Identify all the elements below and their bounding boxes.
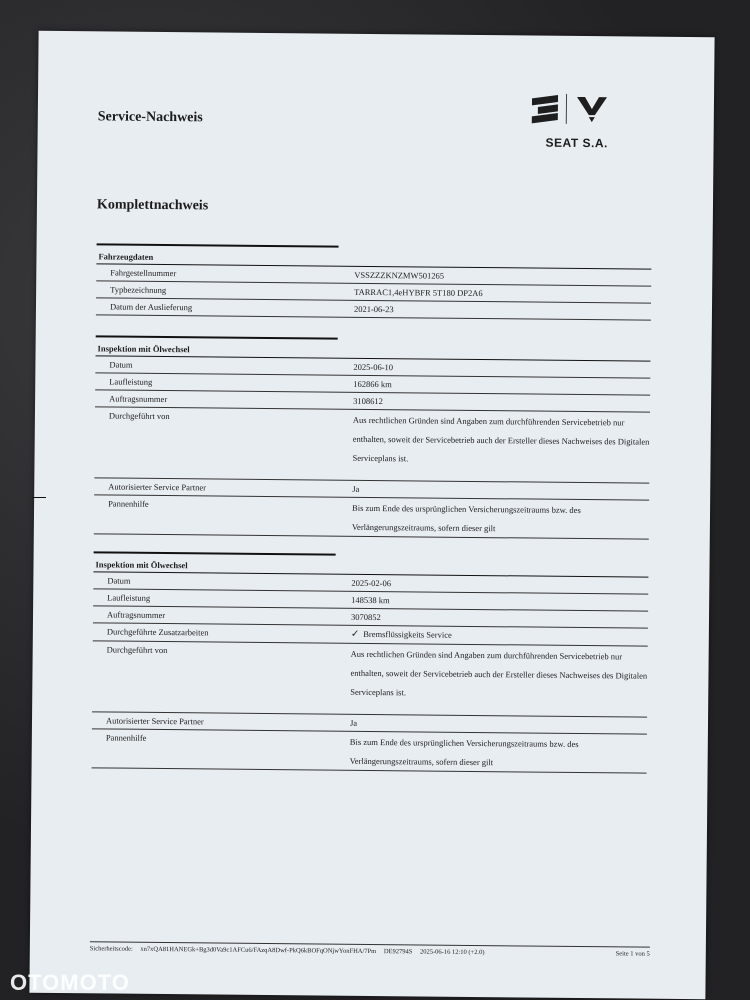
row-label: Datum [107,575,131,586]
logo-row [532,92,642,127]
row-label: Pannenhilfe [105,732,147,743]
row-label: Laufleistung [107,592,151,603]
page-number: Seite 1 von 5 [615,950,650,958]
section-title: Fahrzeugdaten [96,245,651,269]
footer-security [90,945,491,956]
row-label: Durchgeführt von [106,644,168,656]
table-row [92,641,648,717]
row-value: 162866 km [353,378,392,390]
table-row [92,729,647,773]
section-title: Inspektion mit Ölwechsel [96,337,651,361]
footer-code: xn7xQA81HANEGk+Bg3d0Va9c1AFCu6/FAzqA8Dwf-PkQ6kBOFqONjwYonFHA/7Pm [140,945,377,956]
row-label: Pannenhilfe [108,498,149,509]
row-label: Fahrgestellnummer [110,267,177,279]
row-label: Durchgeführt von [108,410,170,422]
row-value [351,626,648,646]
row-value: Bis zum Ende des ursprünglichen Versicherungszeitraums bzw. des Verlängerungszeitraums, sofern dieser gilt [349,736,579,768]
row-value: Aus rechtlichen Gründen sind Angaben zum durchführenden Servicebetrieb nur enthalten, soweit der Servicebetrieb auch der Ersteller dieses Nachweises des Digitalen Serviceplans ist. [352,414,650,464]
margin-mark [32,497,46,498]
row-value: Aus rechtlichen Gründen sind Angaben zum durchführenden Servicebetrieb nur enthalten, soweit der Servicebetrieb auch der Ersteller dieses Nachweises des Digitalen Serviceplans ist. [350,648,648,698]
row-value: 2021-06-23 [353,303,394,315]
brand-logo [532,92,643,151]
row-value: VSSZZZKNZMW501265 [354,269,445,281]
row-value: Ja [349,717,358,728]
footer-timestamp: 2025-06-16 12:10 (+2.0) [419,948,485,957]
row-label: Datum [109,359,133,370]
check-icon: ✓ [350,628,360,640]
watermark: OTOMOTO [10,970,130,995]
row-label: Auftragsnummer [109,393,168,405]
row-value: Ja [352,483,360,494]
section-title: Inspektion mit Ölwechsel [93,553,648,577]
row-label: Autorisierter Service Partner [108,481,207,493]
row-label: Durchgeführte Zusatzarbeiten [106,626,209,638]
row-value: 2025-06-10 [353,361,394,373]
seat-logo-icon [532,96,558,122]
row-label: Datum der Auslieferung [109,301,193,313]
row-value: 3108612 [353,395,383,407]
row-value: Bis zum Ende des ursprünglichen Versicherungszeitraums bzw. des Verlängerungszeitraums, sofern dieser gilt [351,502,581,534]
cupra-logo-icon [575,95,609,123]
inspection-section-2 [92,551,649,773]
row-value: 2025-02-06 [351,577,392,589]
row-label: Laufleistung [109,376,153,387]
document-title: Service-Nachweis [97,109,203,126]
document-subtitle: Komplettnachweis [96,197,209,214]
row-value: 3070852 [350,611,381,623]
row-label: Auftragsnummer [106,609,166,621]
logo-divider [566,94,567,124]
row-value: TARRAC1,4eHYBFR 5T180 DP2A6 [354,286,483,299]
row-label: Typbezeichnung [110,284,167,296]
row-value: 148538 km [351,594,390,606]
inspection-section-1 [94,335,651,539]
document-footer [90,941,650,957]
row-label: Autorisierter Service Partner [105,715,204,727]
vehicle-section [96,243,652,320]
document-page [29,31,714,999]
footer-label: Sicherheitscode: [89,945,133,953]
table-row [94,407,650,483]
company-name: SEAT S.A. [545,135,608,151]
footer-ref: DE92794S [383,948,413,956]
row-value-text: Bremsflüssigkeits Service [363,628,452,640]
table-row [94,495,649,539]
